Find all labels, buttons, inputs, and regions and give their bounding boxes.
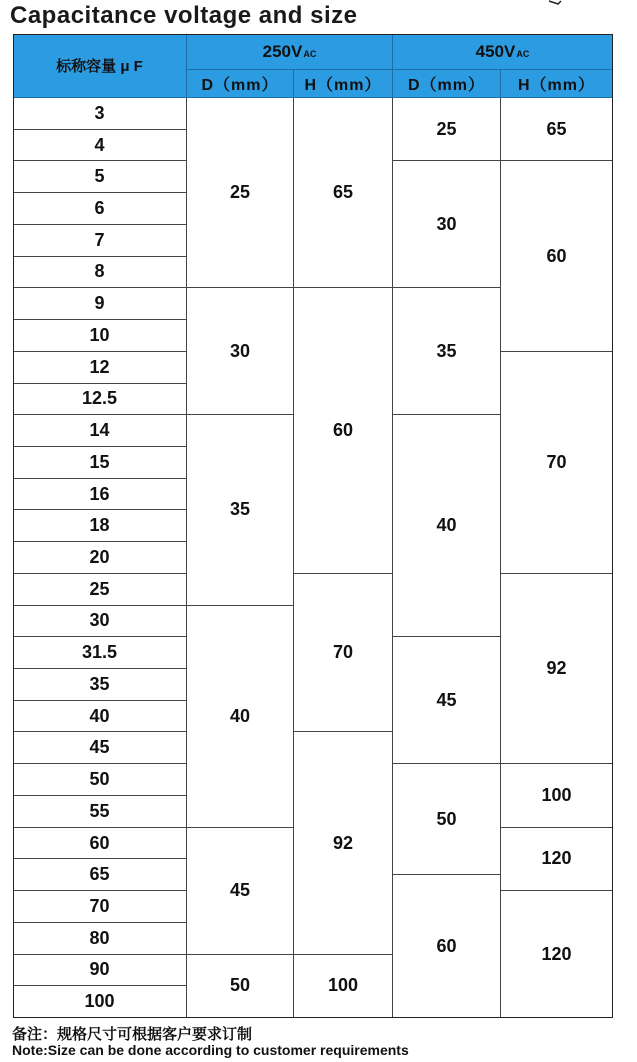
v450-d-cell: 40 [393,415,501,637]
capacitance-cell: 65 [13,859,187,891]
capacitance-cell: 15 [13,447,187,479]
capacitance-cell: 10 [13,320,187,352]
voltage-header-250v [187,34,393,70]
voltage-unit: AC [516,48,530,59]
v250-h-cell: 60 [294,288,393,574]
v450-h-cell: 120 [501,828,613,891]
capacitance-cell: 16 [13,479,187,511]
capacitance-cell: 40 [13,701,187,733]
capacitance-cell: 8 [13,257,187,289]
voltage-unit: AC [303,48,317,59]
v450-d-cell: 60 [393,875,501,1018]
page-title: Capacitance voltage and size [10,2,358,29]
v450-h-cell: 70 [501,352,613,574]
capacitance-cell: 9 [13,288,187,320]
v450-h-cell: 60 [501,161,613,351]
v250-d-cell: 35 [187,415,294,605]
capacitance-cell: 6 [13,193,187,225]
capacitance-cell: 30 [13,606,187,638]
capacitance-cell: 4 [13,130,187,162]
capacitance-cell: 45 [13,732,187,764]
v450-d-cell: 35 [393,288,501,415]
dimension-header: D（mm） [187,70,294,98]
dimension-header: D（mm） [393,70,501,98]
v450-d-cell: 45 [393,637,501,764]
v250-d-cell: 40 [187,606,294,828]
capacitance-cell: 7 [13,225,187,257]
capacitance-cell: 12 [13,352,187,384]
capacitance-cell: 12.5 [13,384,187,416]
capacitance-cell: 80 [13,923,187,955]
v450-h-cell: 92 [501,574,613,764]
note-chinese: 备注：规格尺寸可根据客户要求订制 [12,1026,253,1043]
capacitance-cell: 100 [13,986,187,1018]
v450-h-cell: 100 [501,764,613,827]
capacitance-cell: 35 [13,669,187,701]
dimension-header: H（mm） [294,70,393,98]
capacitance-cell: 25 [13,574,187,606]
capacitance-cell: 90 [13,955,187,987]
voltage-header-450v [393,34,613,70]
dimension-header: H（mm） [501,70,613,98]
capacitance-cell: 20 [13,542,187,574]
capacitance-cell: 18 [13,510,187,542]
v450-d-cell: 25 [393,98,501,161]
capacitance-cell: 50 [13,764,187,796]
capacitance-cell: 70 [13,891,187,923]
capacitance-cell: 3 [13,98,187,130]
capacitance-cell: 60 [13,828,187,860]
capacitance-cell: 31.5 [13,637,187,669]
v250-d-cell: 30 [187,288,294,415]
capacitance-cell: 55 [13,796,187,828]
v250-d-cell: 50 [187,955,294,1018]
v450-h-cell: 65 [501,98,613,161]
v250-h-cell: 70 [294,574,393,733]
capacitance-cell: 5 [13,161,187,193]
v250-d-cell: 45 [187,828,294,955]
v250-h-cell: 65 [294,98,393,288]
capacitance-cell: 14 [13,415,187,447]
v250-d-cell: 25 [187,98,294,288]
arrow-icon [548,0,562,6]
v450-h-cell: 120 [501,891,613,1018]
voltage-label: 250V [262,41,303,61]
v250-h-cell: 92 [294,732,393,954]
v450-d-cell: 30 [393,161,501,288]
v250-h-cell: 100 [294,955,393,1018]
voltage-label: 450V [475,41,516,61]
note-english: Note:Size can be done according to customer requirements [12,1042,409,1058]
v450-d-cell: 50 [393,764,501,875]
spec-table [13,34,613,1018]
capacitance-header: 标称容量 μ F [13,34,187,98]
